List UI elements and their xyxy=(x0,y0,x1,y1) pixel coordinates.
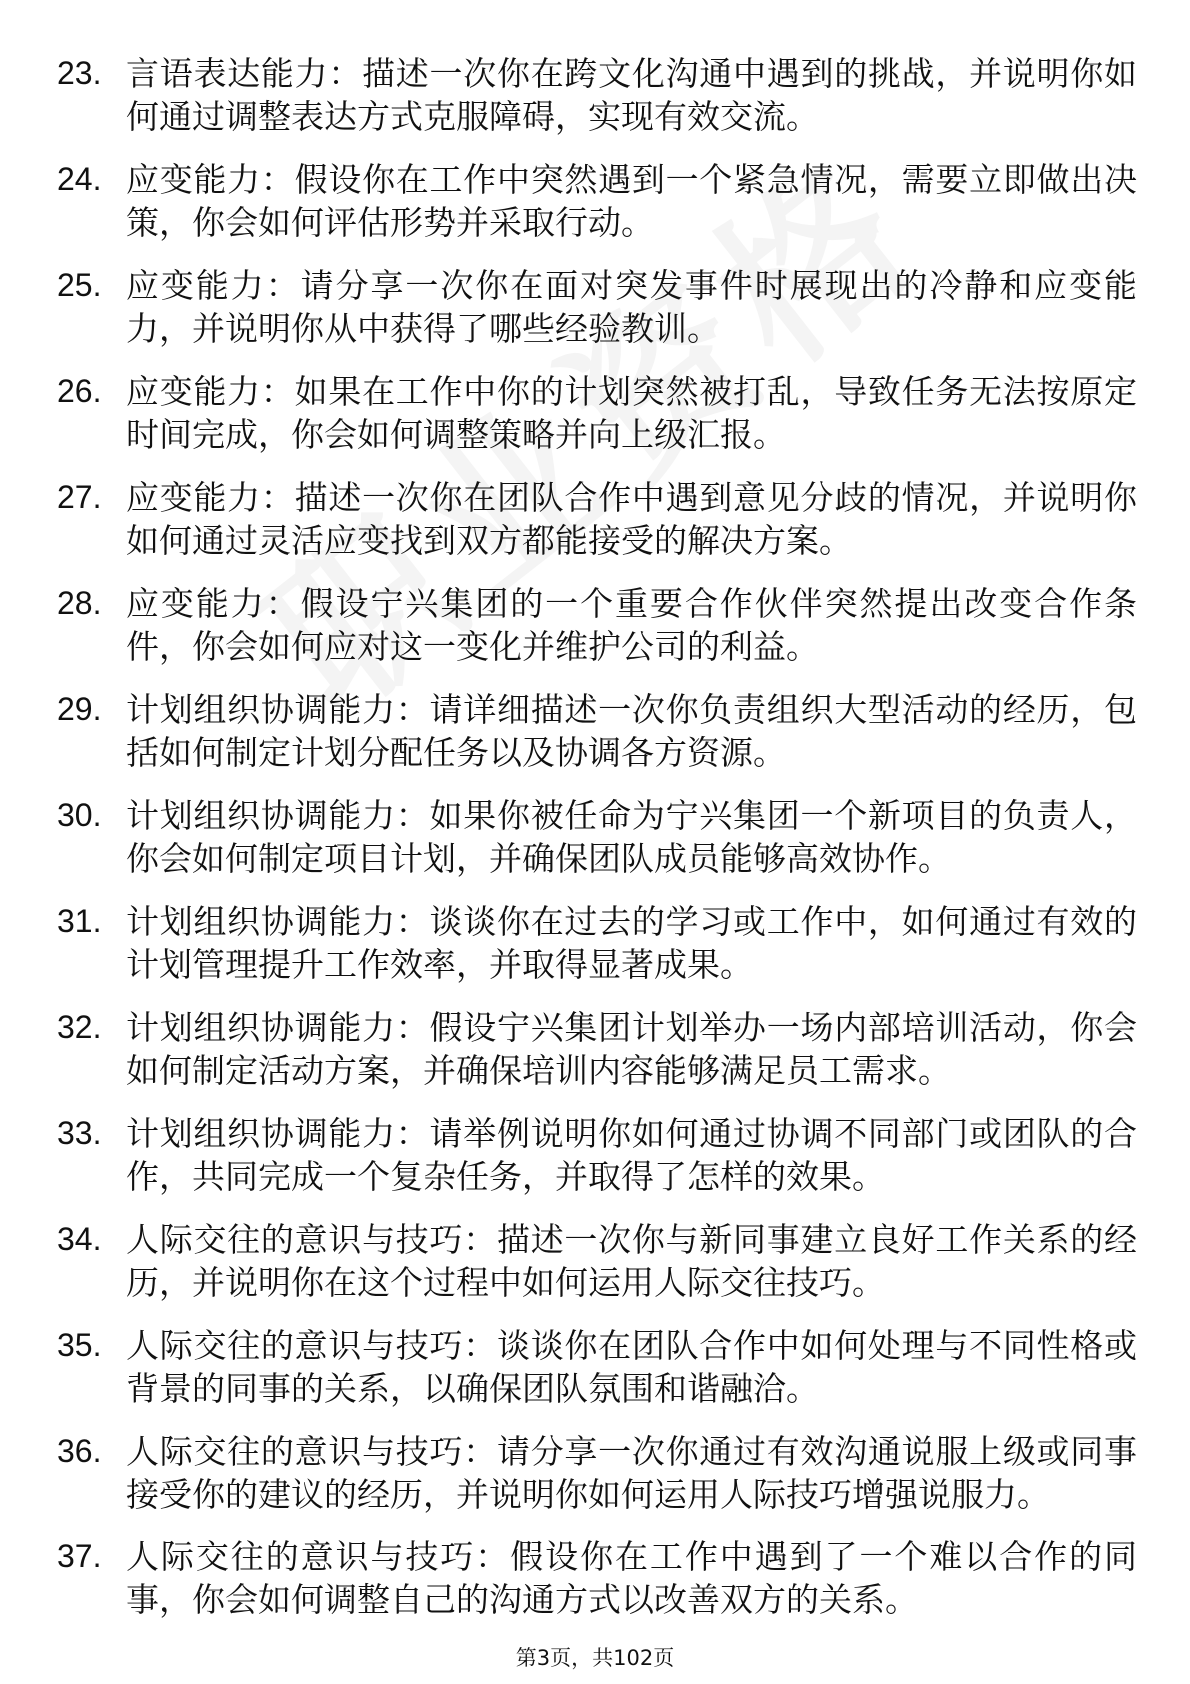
question-item-35 xyxy=(57,1324,1137,1410)
question-item-36 xyxy=(57,1430,1137,1516)
question-item-25 xyxy=(57,264,1137,350)
question-number: 24. xyxy=(57,161,102,197)
page-footer xyxy=(0,1644,1190,1672)
question-number: 33. xyxy=(57,1115,102,1151)
question-text: 计划组织协调能力：请举例说明你如何通过协调不同部门或团队的合作，共同完成一个复杂任务，并取得了怎样的效果。 xyxy=(126,1114,1137,1196)
question-item-34 xyxy=(57,1218,1137,1304)
question-text: 计划组织协调能力：请详细描述一次你负责组织大型活动的经历，包括如何制定计划分配任务以及协调各方资源。 xyxy=(126,690,1137,772)
question-text: 人际交往的意识与技巧：谈谈你在团队合作中如何处理与不同性格或背景的同事的关系，以确保团队氛围和谐融洽。 xyxy=(126,1326,1137,1408)
question-list xyxy=(57,52,1137,1641)
question-item-28 xyxy=(57,582,1137,668)
question-text: 应变能力：假设你在工作中突然遇到一个紧急情况，需要立即做出决策，你会如何评估形势并采取行动。 xyxy=(126,160,1137,242)
question-item-23 xyxy=(57,52,1137,138)
page-number-label: 第3页，共102页 xyxy=(515,1646,675,1670)
question-number: 26. xyxy=(57,373,102,409)
question-number: 37. xyxy=(57,1538,102,1574)
question-number: 32. xyxy=(57,1009,102,1045)
question-number: 35. xyxy=(57,1327,102,1363)
question-item-29 xyxy=(57,688,1137,774)
question-text: 应变能力：描述一次你在团队合作中遇到意见分歧的情况，并说明你如何通过灵活应变找到双方都能接受的解决方案。 xyxy=(126,478,1137,560)
question-number: 36. xyxy=(57,1433,102,1469)
question-item-31 xyxy=(57,900,1137,986)
question-item-24 xyxy=(57,158,1137,244)
question-text: 人际交往的意识与技巧：请分享一次你通过有效沟通说服上级或同事接受你的建议的经历，并说明你如何运用人际技巧增强说服力。 xyxy=(126,1432,1137,1514)
question-item-37 xyxy=(57,1535,1137,1621)
question-number: 30. xyxy=(57,797,102,833)
question-text: 人际交往的意识与技巧：描述一次你与新同事建立良好工作关系的经历，并说明你在这个过程中如何运用人际交往技巧。 xyxy=(126,1220,1137,1302)
question-number: 34. xyxy=(57,1221,102,1257)
question-number: 28. xyxy=(57,585,102,621)
question-number: 29. xyxy=(57,691,102,727)
question-item-33 xyxy=(57,1112,1137,1198)
question-item-32 xyxy=(57,1006,1137,1092)
question-text: 人际交往的意识与技巧：假设你在工作中遇到了一个难以合作的同事，你会如何调整自己的沟通方式以改善双方的关系。 xyxy=(126,1537,1137,1619)
question-item-30 xyxy=(57,794,1137,880)
question-number: 31. xyxy=(57,903,102,939)
question-number: 27. xyxy=(57,479,102,515)
question-text: 计划组织协调能力：谈谈你在过去的学习或工作中，如何通过有效的计划管理提升工作效率，并取得显著成果。 xyxy=(126,902,1137,984)
question-item-26 xyxy=(57,370,1137,456)
question-text: 应变能力：如果在工作中你的计划突然被打乱，导致任务无法按原定时间完成，你会如何调整策略并向上级汇报。 xyxy=(126,372,1137,454)
question-number: 23. xyxy=(57,55,102,91)
question-item-27 xyxy=(57,476,1137,562)
question-number: 25. xyxy=(57,267,102,303)
question-text: 计划组织协调能力：假设宁兴集团计划举办一场内部培训活动，你会如何制定活动方案，并确保培训内容能够满足员工需求。 xyxy=(126,1008,1137,1090)
question-text: 应变能力：假设宁兴集团的一个重要合作伙伴突然提出改变合作条件，你会如何应对这一变化并维护公司的利益。 xyxy=(126,584,1137,666)
question-text: 应变能力：请分享一次你在面对突发事件时展现出的冷静和应变能力，并说明你从中获得了哪些经验教训。 xyxy=(126,266,1137,348)
question-text: 言语表达能力：描述一次你在跨文化沟通中遇到的挑战，并说明你如何通过调整表达方式克服障碍，实现有效交流。 xyxy=(126,54,1137,136)
question-text: 计划组织协调能力：如果你被任命为宁兴集团一个新项目的负责人，你会如何制定项目计划，并确保团队成员能够高效协作。 xyxy=(126,796,1137,878)
